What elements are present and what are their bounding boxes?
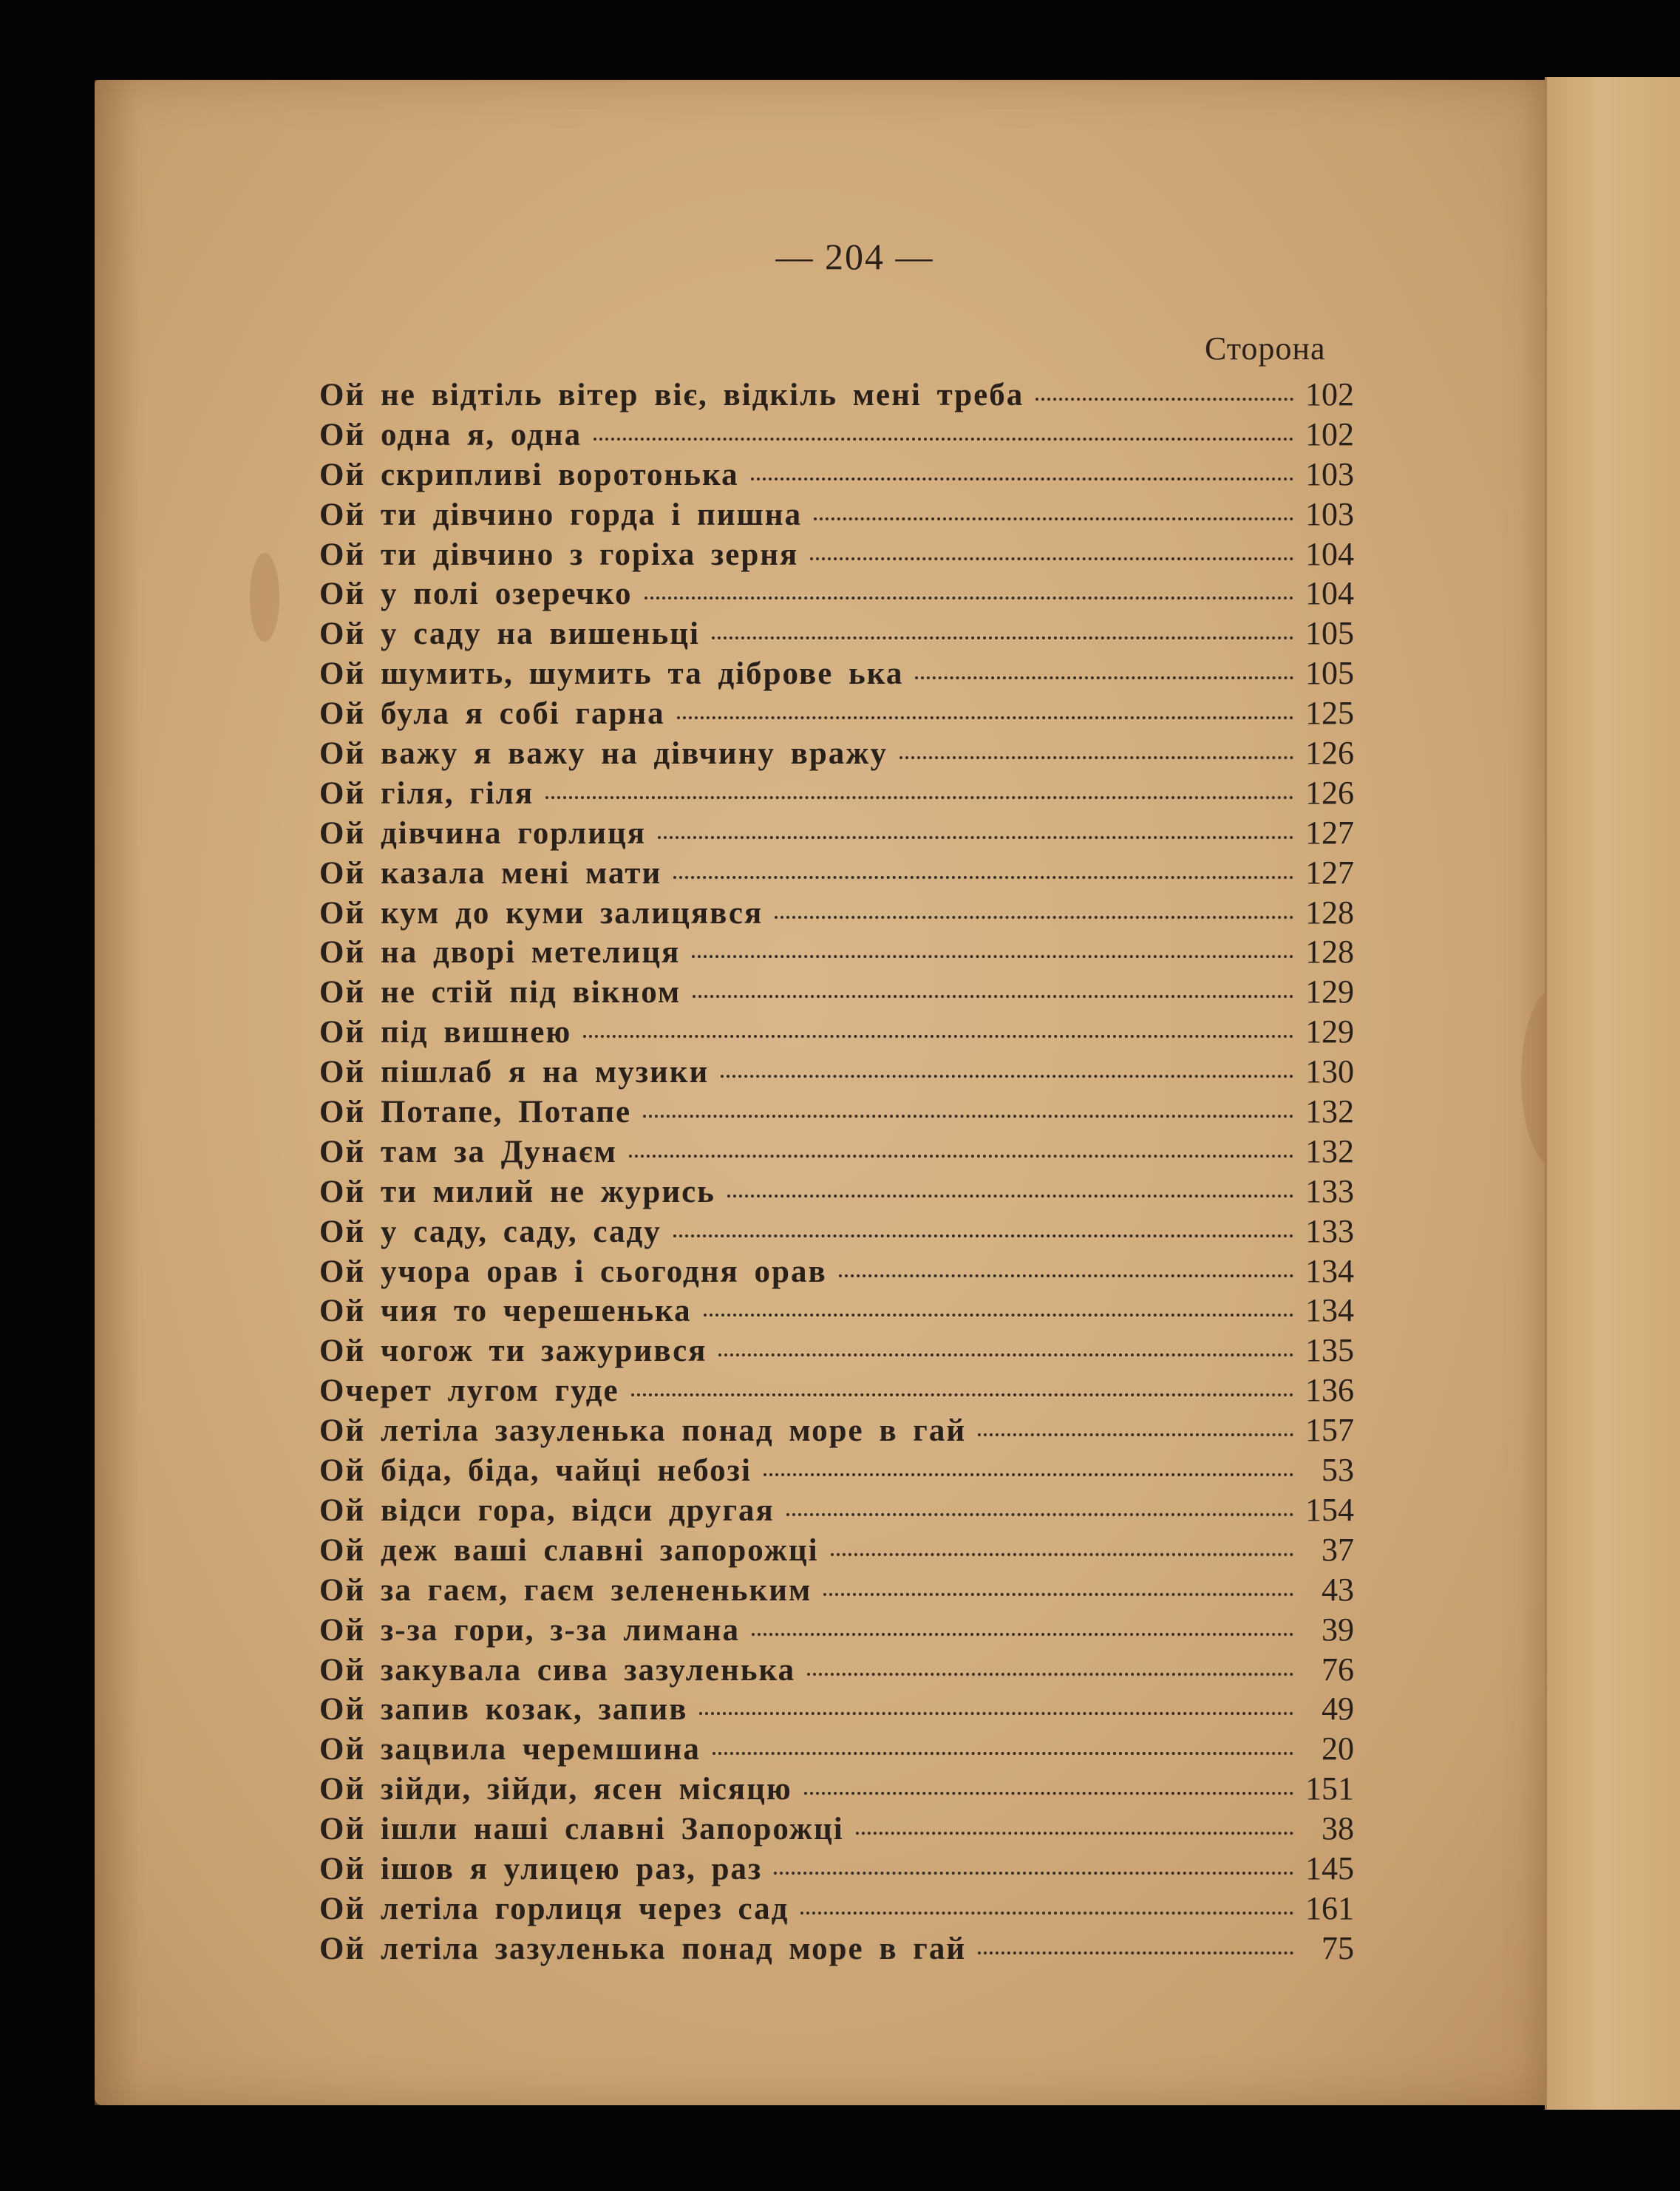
facing-page-edge <box>1545 77 1680 2110</box>
toc-entry-page: 129 <box>1305 1013 1354 1050</box>
toc-entry-title: Ой відси гора, відси другая <box>319 1492 775 1528</box>
toc-entry-page: 136 <box>1305 1372 1354 1409</box>
toc-entry-page: 145 <box>1305 1849 1354 1886</box>
toc-entry-title: Ой з-за гори, з-за лимана <box>319 1612 741 1648</box>
toc-entry <box>319 854 1354 894</box>
toc-entry-page: 133 <box>1305 1172 1354 1209</box>
toc-entry <box>319 1611 1354 1651</box>
toc-entry <box>319 1371 1354 1411</box>
toc-entry <box>319 415 1354 455</box>
toc-entry <box>319 814 1354 854</box>
dot-leader <box>677 716 1293 719</box>
dot-leader <box>718 1353 1293 1356</box>
toc-entry-page: 49 <box>1322 1691 1354 1728</box>
toc-entry-page: 129 <box>1305 974 1354 1010</box>
toc-entry <box>319 1889 1354 1929</box>
toc-entry-title: Ой на дворі метелиця <box>319 935 681 971</box>
toc-entry-page: 104 <box>1305 535 1354 572</box>
toc-entry-page: 38 <box>1322 1810 1354 1847</box>
toc-entry-title: Ой не стій під вікном <box>319 975 681 1010</box>
dot-leader <box>814 517 1293 520</box>
dot-leader <box>693 995 1293 998</box>
toc-entry-title: Ой запив козак, запив <box>319 1692 688 1728</box>
toc-entry-page: 102 <box>1305 415 1354 452</box>
dot-leader <box>721 1075 1293 1078</box>
toc-entry-page: 39 <box>1322 1611 1354 1648</box>
toc-entry-page: 133 <box>1305 1212 1354 1249</box>
dot-leader <box>915 676 1293 679</box>
toc-entry <box>319 1331 1354 1371</box>
toc-entry-page: 37 <box>1322 1531 1354 1568</box>
dot-leader <box>774 1872 1293 1875</box>
dot-leader <box>831 1553 1293 1556</box>
toc-entry-page: 127 <box>1305 854 1354 891</box>
toc-entry-page: 20 <box>1322 1730 1354 1767</box>
toc-entry <box>319 1132 1354 1172</box>
dot-leader <box>775 916 1293 919</box>
toc-entry-page: 102 <box>1305 376 1354 412</box>
dot-leader <box>727 1195 1293 1198</box>
toc-entry <box>319 455 1354 495</box>
toc-entry-title: Ой у полі озеречко <box>319 577 633 612</box>
toc-entry-page: 132 <box>1305 1093 1354 1130</box>
toc-entry-title: Ой там за Дунаєм <box>319 1134 617 1169</box>
toc-entry-page: 103 <box>1305 495 1354 532</box>
toc-entry-title: Ой за гаєм, гаєм зелененьким <box>319 1572 812 1608</box>
toc-entry-title: Ой ти дівчино з горіха зерня <box>319 537 799 572</box>
dot-leader <box>594 438 1293 441</box>
toc-entry <box>319 654 1354 694</box>
dot-leader <box>764 1473 1293 1476</box>
toc-entry <box>319 1491 1354 1531</box>
toc-entry-title: Ой учора орав і сьогодня орав <box>319 1254 827 1289</box>
toc-entry <box>319 574 1354 614</box>
dot-leader <box>810 557 1293 560</box>
toc-entry <box>319 1013 1354 1053</box>
toc-entry-page: 161 <box>1305 1889 1354 1926</box>
toc-entry-page: 135 <box>1305 1332 1354 1369</box>
toc-entry <box>319 774 1354 814</box>
toc-entry <box>319 1053 1354 1093</box>
dot-leader <box>1035 398 1293 401</box>
toc-entry-page: 105 <box>1305 615 1354 652</box>
toc-entry-page: 126 <box>1305 774 1354 811</box>
toc-entry <box>319 1849 1354 1889</box>
toc-entry-title: Ой ішли наші славні Запорожці <box>319 1812 844 1847</box>
toc-entry-page: 154 <box>1305 1491 1354 1528</box>
toc-entry-page: 76 <box>1322 1651 1354 1688</box>
dot-leader <box>704 1314 1293 1317</box>
toc-entry-page: 104 <box>1305 575 1354 612</box>
toc-entry-page: 134 <box>1305 1252 1354 1289</box>
toc-entry-title: Ой летіла горлиця через сад <box>319 1891 789 1926</box>
toc-entry-title: Ой казала мені мати <box>319 855 662 891</box>
dot-leader <box>631 1393 1293 1396</box>
toc-entry <box>319 1810 1354 1849</box>
toc-entry <box>319 376 1354 415</box>
toc-entry <box>319 614 1354 654</box>
toc-entry-title: Ой скрипливі воротонька <box>319 457 739 492</box>
dot-leader <box>645 597 1293 599</box>
toc-entry <box>319 973 1354 1013</box>
toc-entry-page: 130 <box>1305 1053 1354 1090</box>
dot-leader <box>713 1752 1293 1755</box>
dot-leader <box>899 756 1293 759</box>
toc-entry-title: Ой одна я, одна <box>319 417 582 452</box>
toc-entry <box>319 1531 1354 1571</box>
dot-leader <box>751 478 1293 480</box>
toc-entry-page: 103 <box>1305 455 1354 492</box>
dot-leader <box>692 955 1293 958</box>
toc-entry <box>319 1411 1354 1451</box>
toc-entry-title: Ой ти милий не журись <box>319 1174 715 1209</box>
toc-entry-title: Ой важу я важу на дівчину вражу <box>319 736 888 772</box>
toc-entry <box>319 894 1354 934</box>
toc-entry <box>319 1093 1354 1132</box>
toc-entry-page: 105 <box>1305 655 1354 692</box>
dot-leader <box>673 876 1293 879</box>
toc-entry <box>319 495 1354 535</box>
dot-leader <box>804 1792 1293 1795</box>
toc-entry-page: 151 <box>1305 1770 1354 1807</box>
dot-leader <box>643 1115 1293 1118</box>
toc-entry <box>319 1291 1354 1331</box>
toc-entry-title: Ой зацвила черемшина <box>319 1732 701 1767</box>
dot-leader <box>545 796 1293 799</box>
paper-stain <box>250 553 279 642</box>
dot-leader <box>856 1832 1293 1835</box>
dot-leader <box>978 1951 1293 1954</box>
dot-leader <box>786 1513 1293 1516</box>
toc-entry-page: 157 <box>1305 1412 1354 1449</box>
toc-entry <box>319 1690 1354 1730</box>
toc-entry <box>319 1571 1354 1611</box>
toc-entry <box>319 1172 1354 1212</box>
dot-leader <box>839 1274 1293 1277</box>
toc-entry <box>319 694 1354 734</box>
toc-entry-title: Ой кум до куми залицявся <box>319 895 764 931</box>
dot-leader <box>712 636 1293 639</box>
toc-entry <box>319 1451 1354 1491</box>
toc-entry-page: 53 <box>1322 1452 1354 1489</box>
dot-leader <box>583 1035 1293 1038</box>
toc-entry <box>319 1929 1354 1969</box>
toc-entry-title: Ой дівчина горлиця <box>319 815 647 851</box>
toc-entry-page: 128 <box>1305 934 1354 971</box>
toc-entry-page: 126 <box>1305 735 1354 772</box>
dot-leader <box>658 836 1293 839</box>
toc-entry-title: Ой не відтіль вітер віє, відкіль мені треба <box>319 378 1024 412</box>
toc-entry-title: Ой Потапе, Потапе <box>319 1095 632 1130</box>
dot-leader <box>629 1155 1293 1158</box>
toc-entry <box>319 1212 1354 1252</box>
toc-entry-title: Ой ти дівчино горда і пишна <box>319 497 803 532</box>
page-column-header: Сторона <box>1205 330 1326 367</box>
toc-entry-title: Ой зійди, зійди, ясен місяцю <box>319 1772 792 1807</box>
toc-entry <box>319 1730 1354 1770</box>
dot-leader <box>699 1712 1293 1715</box>
toc-entry <box>319 734 1354 774</box>
toc-entry <box>319 933 1354 973</box>
dot-leader <box>673 1234 1293 1237</box>
toc-entry-title: Очерет лугом гуде <box>319 1373 619 1409</box>
toc-entry-title: Ой деж ваші славні запорожці <box>319 1532 819 1568</box>
toc-entry-title: Ой біда, біда, чайці небозі <box>319 1453 752 1489</box>
toc-entry-title: Ой летіла зазуленька понад море в гай <box>319 1931 967 1966</box>
dot-leader <box>978 1433 1293 1436</box>
toc-entry-title: Ой чия то черешенька <box>319 1294 692 1329</box>
toc-entry <box>319 1651 1354 1691</box>
toc-entry-title: Ой була я собі гарна <box>319 696 665 732</box>
toc-entry-title: Ой летіла зазуленька понад море в гай <box>319 1413 967 1449</box>
toc-entry-title: Ой шумить, шумить та діброве ька <box>319 656 904 692</box>
toc-entry-title: Ой під вишнею <box>319 1015 572 1050</box>
dot-leader <box>807 1673 1293 1676</box>
toc-entry <box>319 535 1354 575</box>
toc-entry-title: Ой пішлаб я на музики <box>319 1055 710 1090</box>
toc-entry <box>319 1252 1354 1292</box>
toc-entry-page: 128 <box>1305 894 1354 931</box>
dot-leader <box>800 1912 1293 1915</box>
toc-entry-title: Ой чогож ти зажурився <box>319 1334 707 1369</box>
toc-entry-title: Ой у саду, саду, саду <box>319 1214 662 1249</box>
toc-entry-title: Ой закувала сива зазуленька <box>319 1652 796 1688</box>
table-of-contents <box>319 376 1354 1969</box>
page-edge-shadow <box>95 80 139 2105</box>
page-number: — 204 — <box>775 236 934 277</box>
toc-entry-page: 132 <box>1305 1132 1354 1169</box>
toc-entry-page: 125 <box>1305 695 1354 732</box>
toc-entry <box>319 1770 1354 1810</box>
toc-entry-page: 43 <box>1322 1571 1354 1608</box>
toc-entry-title: Ой гіля, гіля <box>319 775 534 811</box>
dot-leader <box>752 1633 1293 1636</box>
toc-entry-title: Ой у саду на вишеньці <box>319 616 700 652</box>
toc-entry-page: 127 <box>1305 814 1354 851</box>
toc-entry-page: 134 <box>1305 1292 1354 1329</box>
dot-leader <box>823 1593 1293 1596</box>
toc-entry-title: Ой ішов я улицею раз, раз <box>319 1851 763 1886</box>
toc-entry-page: 75 <box>1322 1929 1354 1966</box>
